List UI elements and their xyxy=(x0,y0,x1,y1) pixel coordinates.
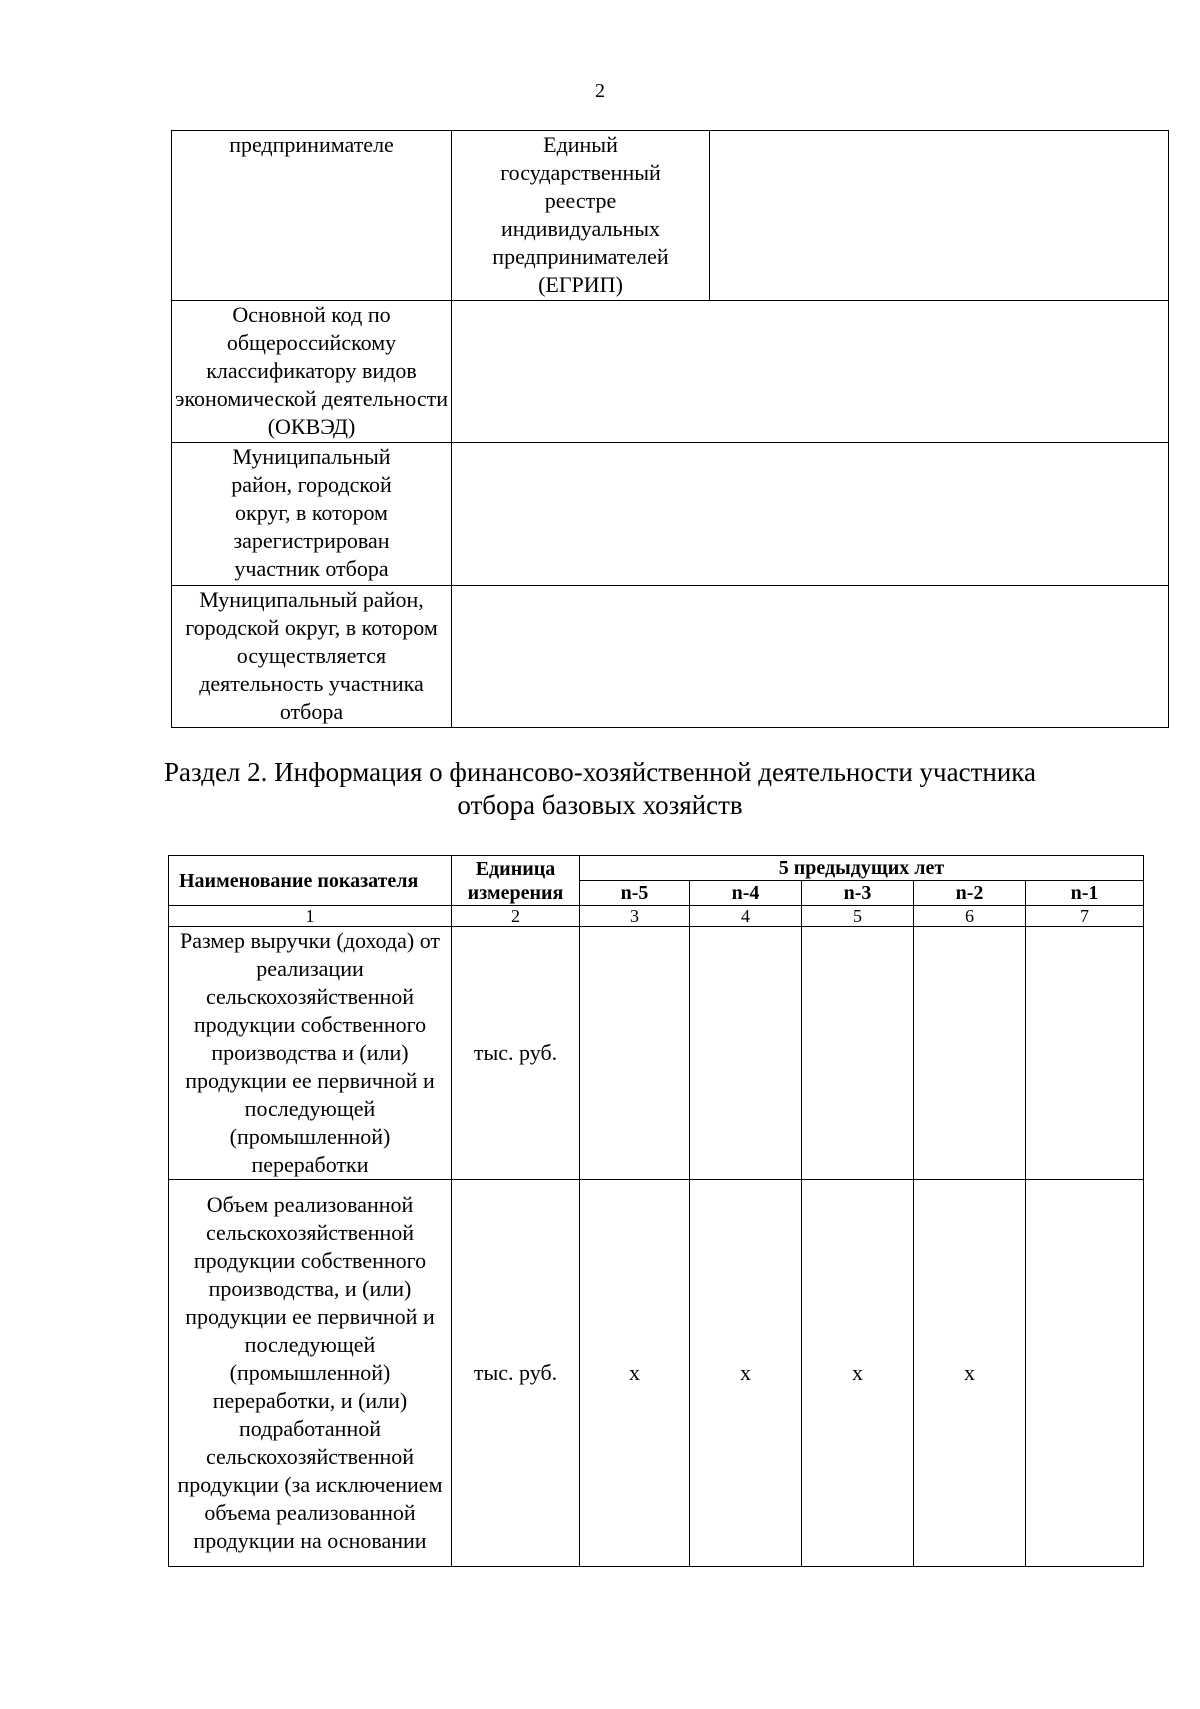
column-numbers-row xyxy=(169,906,1144,927)
year-value: x xyxy=(802,1180,914,1567)
row-middle: Единый государственный реестре индивидуальных предпринимателей (ЕГРИП) xyxy=(452,131,710,301)
year-value xyxy=(1026,927,1144,1180)
year-value xyxy=(580,927,690,1180)
column-number: 7 xyxy=(1026,906,1144,927)
indicator-name: Объем реализованной сельскохозяйственной продукции собственного производства, и (или) продукции ее первичной и последующей (промышленной) переработки, и (или) подработанной сельскохозяйственной продукции (за исключением объема реализованной продукции на основании xyxy=(169,1180,452,1567)
row-value xyxy=(452,586,1169,728)
column-number: 6 xyxy=(914,906,1026,927)
column-number: 2 xyxy=(452,906,580,927)
row-label: Основной код по общероссийскому классификатору видов экономической деятельности (ОКВЭД) xyxy=(172,301,452,443)
table-row xyxy=(172,586,1169,728)
header-year: n-1 xyxy=(1026,881,1144,906)
year-value xyxy=(1026,1180,1144,1567)
indicator-unit: тыс. руб. xyxy=(452,1180,580,1567)
header-years-group: 5 предыдущих лет xyxy=(580,856,1144,881)
applicant-info-table xyxy=(171,130,1169,728)
header-year: n-3 xyxy=(802,881,914,906)
page-number: 2 xyxy=(595,80,605,102)
header-year: n-4 xyxy=(690,881,802,906)
table-row xyxy=(172,443,1169,586)
header-unit: Единица измерения xyxy=(452,856,580,906)
year-value xyxy=(914,927,1026,1180)
row-value xyxy=(710,131,1169,301)
indicator-unit: тыс. руб. xyxy=(452,927,580,1180)
indicator-name: Размер выручки (дохода) от реализации сельскохозяйственной продукции собственного производства и (или) продукции ее первичной и последующей (промышленной) переработки xyxy=(169,927,452,1180)
year-value xyxy=(802,927,914,1180)
section-title: Раздел 2. Информация о финансово-хозяйственной деятельности участника отбора базовых хозяйств xyxy=(164,757,1036,820)
column-number: 5 xyxy=(802,906,914,927)
header-year: n-2 xyxy=(914,881,1026,906)
year-value: x xyxy=(580,1180,690,1567)
column-number: 4 xyxy=(690,906,802,927)
table-row xyxy=(169,1180,1144,1567)
row-label: Муниципальный район, городской округ, в котором зарегистрирован участник отбора xyxy=(172,443,452,586)
row-value xyxy=(452,301,1169,443)
year-value: x xyxy=(690,1180,802,1567)
row-label: предпринимателе xyxy=(172,131,452,301)
header-name: Наименование показателя xyxy=(169,856,452,906)
row-label: Муниципальный район, городской округ, в котором осуществляется деятельность участника отбора xyxy=(172,586,452,728)
financial-activity-table xyxy=(168,855,1144,1567)
year-value xyxy=(690,927,802,1180)
header-row xyxy=(169,856,1144,881)
header-year: n-5 xyxy=(580,881,690,906)
column-number: 1 xyxy=(169,906,452,927)
year-value: x xyxy=(914,1180,1026,1567)
table-row xyxy=(172,131,1169,301)
row-value xyxy=(452,443,1169,586)
table-row xyxy=(169,927,1144,1180)
column-number: 3 xyxy=(580,906,690,927)
table-row xyxy=(172,301,1169,443)
